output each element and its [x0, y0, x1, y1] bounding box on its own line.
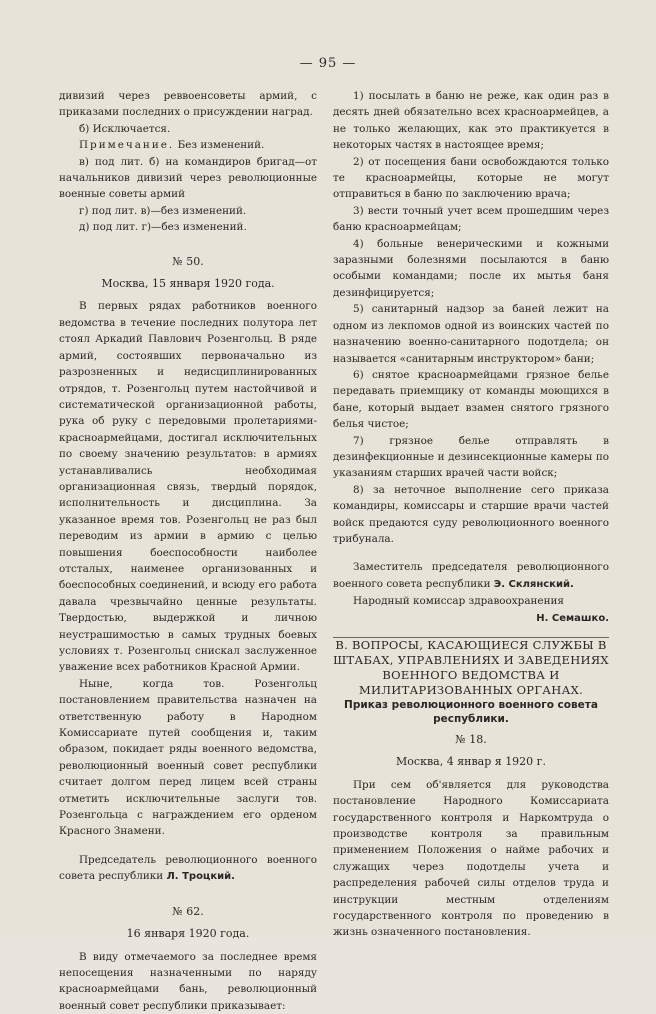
list-item: 6) снятое красноармейцами грязное белье передавать приемщику от команды моющихся в бане, который выдает взамен снятого грязного белья чистое; [333, 367, 609, 433]
order-text: Ныне, когда тов. Розенгольц постановлением правительства назначен на ответственную работу в Народном Комиссариате путей сообщения и, таким образом, покидает ряды военного ведомства, революционный военный совет республики считает долгом перед лицем всей страны отметить исключительные заслуги тов. Розенгольца с награждением его орденом Красного Знамени. [59, 676, 317, 840]
order-text: В первых рядах работников военного ведомства в течение последних полутора лет стоял Аркадий Павлович Розенгольц. В ряде армий, состоявших первоначально из разрозненных и недисциплинированных отрядов, т. Розенгольц путем настойчивой и систематической организационной работы, рука об руку с передовыми пролетариями-красноармейцами, достигал исключительных по своему значению результатов: в армиях устанавливались необходимая организационная связь, твердый порядок, исполнительность и дисциплина. За указанное время тов. Розенгольц не раз был переводим из армии в армию с целью повышения боеспособности наиболее отсталых, наименее организованных и боеспособных соединений, и всюду его работа давала чрезвычайно ценные результаты. Твердостью, выдержкой и личною неустрашимостью в самых трудных боевых условиях т. Розенгольц снискал заслуженное уважение всех работников Красной Армии. [59, 298, 317, 675]
order-number: № 18. [333, 732, 609, 748]
list-item: 5) санитарный надзор за баней лежит на одном из лекпомов одной из воинских частей по назначению военно-санитарного подотдела; он называется «санитарным инструктором» бани; [333, 301, 609, 367]
section-heading: В. ВОПРОСЫ, КАСАЮЩИЕСЯ СЛУЖБЫ В ШТАБАХ, УПРАВЛЕНИЯХ И ЗАВЕДЕНИЯХ ВОЕННОГО ВЕДОМСТВА И МИЛИТАРИЗОВАННЫХ ОРГАНАХ. [333, 638, 609, 698]
note-text: Без изменений. [178, 139, 265, 151]
signature-name: Э. Склянский. [494, 579, 574, 590]
order-title: Приказ революционного военного совета республики. [333, 698, 609, 726]
signature-role: Заместитель председателя революционного военного совета республики [333, 561, 609, 589]
right-column [333, 88, 609, 941]
note-paragraph [59, 137, 317, 153]
signature-block [333, 559, 609, 593]
list-item: 7) грязное белье отправлять в дезинфекционные и дезинсекционные камеры по указаниям старших врачей части войск; [333, 433, 609, 482]
order-number: № 62. [59, 904, 317, 920]
paragraph: дивизий через реввоенсоветы армий, с приказами последних о присуждении наград. [59, 88, 317, 121]
paragraph: б) Исключается. [59, 121, 317, 137]
left-column [59, 88, 317, 1014]
list-item: 1) посылать в баню не реже, как один раз в десять дней обязательно всех красноармейцев, а не только желающих, как это практикуется в некоторых частях в настоящее время; [333, 88, 609, 154]
paragraph: г) под лит. в)—без изменений. [59, 203, 317, 219]
order-number: № 50. [59, 254, 317, 270]
order-text: При сем об'является для руководства постановление Народного Комиссариата государственного контроля и Наркомтруда о производстве контроля за правильным применением Положения о найме рабочих и служащих через подотделы учета и распределения рабочей силы отделов труда и инструкции местным отделениям государственного контроля по проведению в жизнь означенного постановления. [333, 777, 609, 941]
signature-name: Л. Троцкий. [167, 871, 235, 882]
order-date: Москва, 4 январ я 1920 г. [333, 754, 609, 770]
paragraph: д) под лит. г)—без изменений. [59, 219, 317, 235]
page-number: — 95 — [0, 56, 656, 71]
list-item: 8) за неточное выполнение сего приказа командиры, комиссары и старшие врачи частей войск предаются суду революционного военного трибунала. [333, 482, 609, 548]
list-item: 2) от посещения бани освобождаются только те красноармейцы, которые не могут отправиться в баню по заключению врача; [333, 154, 609, 203]
signature-name-text: Н. Семашко. [536, 613, 609, 624]
order-date: 16 января 1920 года. [59, 926, 317, 942]
note-label: Примечание. [79, 139, 174, 151]
list-item: 3) вести точный учет всем прошедшим через баню красноармейцам; [333, 203, 609, 236]
paragraph: в) под лит. б) на командиров бригад—от начальников дивизий через революционные военные советы армий [59, 154, 317, 203]
signature-name [333, 610, 609, 627]
list-item: 4) больные венерическими и кожными заразными болезнями посылаются в баню особыми командами; после их мытья баня дезинфицируется; [333, 236, 609, 302]
signature-block [59, 852, 317, 886]
order-date: Москва, 15 января 1920 года. [59, 276, 317, 292]
signature-role: Председатель революционного военного совета республики [59, 854, 317, 882]
signature-role: Народный комиссар здравоохранения [333, 593, 609, 609]
order-text: В виду отмечаемого за последнее время непосещения назначенными по наряду красноармейцами бань, революционный военный совет республики приказывает: [59, 949, 317, 1014]
